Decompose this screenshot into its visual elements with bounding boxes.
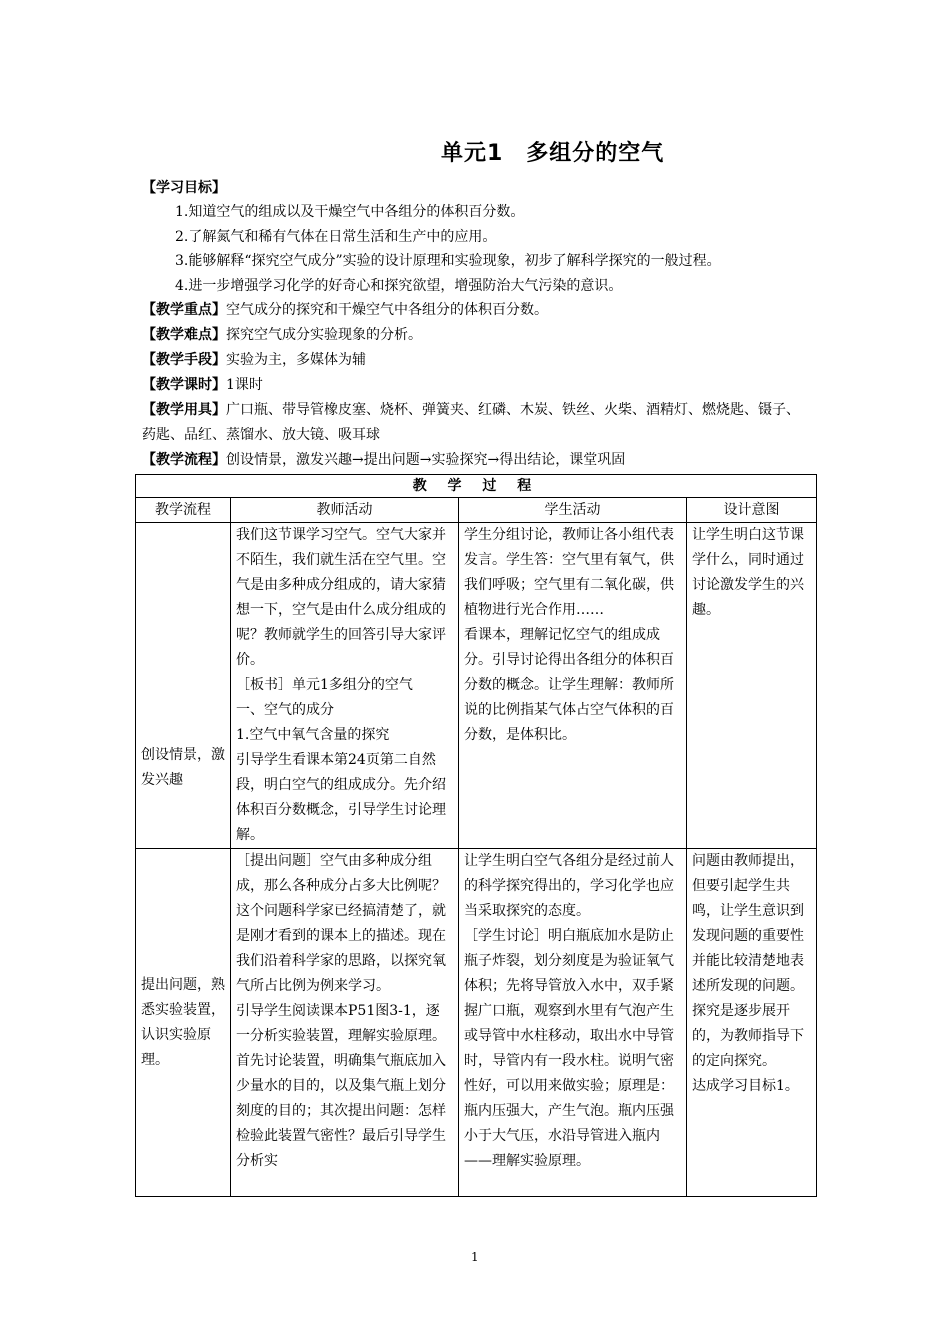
tools-label: 【教学用具】: [142, 402, 226, 418]
stage-cell: 创设情景，激发兴趣: [136, 523, 231, 849]
column-header: 教学流程: [136, 498, 231, 523]
objectives-label: 【学习目标】: [142, 180, 226, 196]
teacher-activity-cell: 我们这节课学习空气。空气大家并不陌生，我们就生活在空气里。空气是由多种成分组成的，请大家猜想一下，空气是由什么成分组成的呢？教师就学生的回答引导大家评价。 ［板书］单元1多组分的空气 一、空气的成分 1.空气中氧气含量的探究 引导学生看课本第24页第二自然段，明白空气的组成成分。先介绍体积百分数概念，引导学生讨论理解。: [231, 523, 459, 849]
teaching-process-table: [135, 474, 817, 1197]
teaching-flow: [142, 449, 625, 471]
objective-item: 1.知道空气的组成以及干燥空气中各组分的体积百分数。: [175, 204, 525, 220]
flow-text: 创设情景，激发兴趣→提出问题→实验探究→得出结论，课堂巩固: [226, 452, 626, 468]
student-activity-cell: 让学生明白空气各组分是经过前人的科学探究得出的，学习化学也应当采取探究的态度。 ［学生讨论］明白瓶底加水是防止瓶子炸裂，划分刻度是为验证氧气体积；先将导管放入水中，双手紧握广口瓶，观察到水里有气泡产生或导管中水柱移动，取出水中导管时，导管内有一段水柱。说明气密性好，可以用来做实验；原理是：瓶内压强大，产生气泡。瓶内压强小于大气压，水沿导管进入瓶内——理解实验原理。: [459, 849, 687, 1197]
teaching-hours: [142, 374, 263, 396]
design-intent-cell: 让学生明白这节课学什么，同时通过讨论激发学生的兴趣。: [687, 523, 817, 849]
teaching-tools: [142, 399, 800, 421]
table-row: [136, 523, 817, 849]
page-title: 单元1 多组分的空气: [441, 141, 665, 166]
design-intent-cell: 问题由教师提出，但要引起学生共鸣，让学生意识到发现问题的重要性并能比较清楚地表述所发现的问题。探究是逐步展开的，为教师指导下的定向探究。 达成学习目标1。: [687, 849, 817, 1197]
objective-item: 2.了解氮气和稀有气体在日常生活和生产中的应用。: [175, 229, 497, 245]
focus-label: 【教学重点】: [142, 302, 226, 318]
hours-text: 1课时: [226, 377, 263, 393]
student-activity-cell: 学生分组讨论，教师让各小组代表发言。学生答：空气里有氧气，供我们呼吸；空气里有二氧化碳，供植物进行光合作用…… 看课本，理解记忆空气的组成成分。引导讨论得出各组分的体积百分数的概念。让学生理解：教师所说的比例指某气体占空气体积的百分数，是体积比。: [459, 523, 687, 849]
column-header: 学生活动: [459, 498, 687, 523]
means-label: 【教学手段】: [142, 352, 226, 368]
means-text: 实验为主，多媒体为辅: [226, 352, 366, 368]
objective-item: 3.能够解释“探究空气成分”实验的设计原理和实验现象，初步了解科学探究的一般过程。: [175, 253, 721, 269]
teaching-difficulty: [142, 324, 422, 346]
teaching-means: [142, 349, 366, 371]
column-header: 教师活动: [231, 498, 459, 523]
hours-label: 【教学课时】: [142, 377, 226, 393]
objectives-heading: [142, 177, 226, 199]
tools-text-line2: 药匙、品红、蒸馏水、放大镜、吸耳球: [142, 427, 380, 443]
table-title: 教 学 过 程: [136, 475, 817, 498]
teaching-focus: [142, 299, 548, 321]
stage-cell: 提出问题，熟悉实验装置，认识实验原理。: [136, 849, 231, 1197]
focus-text: 空气成分的探究和干燥空气中各组分的体积百分数。: [226, 302, 548, 318]
objective-item: 4.进一步增强学习化学的好奇心和探究欲望，增强防治大气污染的意识。: [175, 278, 623, 294]
page-number: 1: [471, 1250, 479, 1264]
tools-text-line1: 广口瓶、带导管橡皮塞、烧杯、弹簧夹、红磷、木炭、铁丝、火柴、酒精灯、燃烧匙、镊子、: [226, 402, 800, 418]
difficulty-label: 【教学难点】: [142, 327, 226, 343]
table-row: [136, 849, 817, 1197]
teacher-activity-cell: ［提出问题］空气由多种成分组成，那么各种成分占多大比例呢？这个问题科学家已经搞清楚了，就是刚才看到的课本上的描述。现在我们沿着科学家的思路，以探究氧气所占比例为例来学习。 引导学生阅读课本P51图3-1，逐一分析实验装置，理解实验原理。首先讨论装置，明确集气瓶底加入少量水的目的，以及集气瓶上划分刻度的目的；其次提出问题：怎样检验此装置气密性？最后引导学生分析实: [231, 849, 459, 1197]
flow-label: 【教学流程】: [142, 452, 226, 468]
difficulty-text: 探究空气成分实验现象的分析。: [226, 327, 422, 343]
column-header: 设计意图: [687, 498, 817, 523]
